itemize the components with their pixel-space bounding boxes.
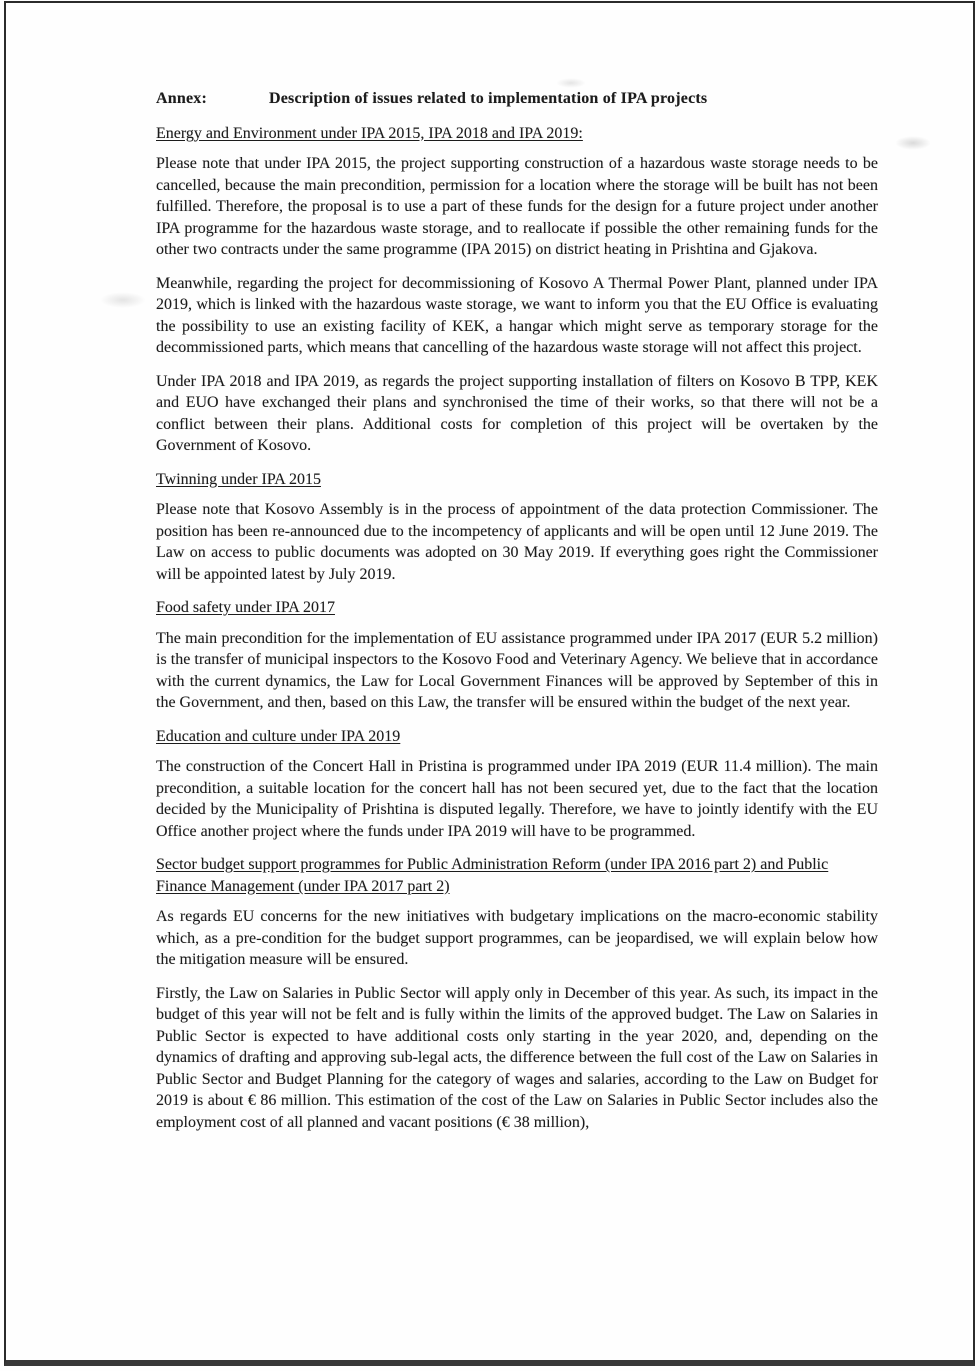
scan-smudge: [556, 78, 586, 88]
section-heading-education-culture: Education and culture under IPA 2019: [156, 727, 401, 745]
paragraph-kosovo-b-filters: Under IPA 2018 and IPA 2019, as regards the project supporting installation of filters on Kosovo B TPP, KEK and EUO have exchanged their plans and synchronised the time of their works, so that there will not be a conflict between their plans. Additional costs for completion of this project will be overtaken by the Government of Kosovo.: [156, 372, 878, 454]
paragraph-hazardous-waste: Please note that under IPA 2015, the project supporting construction of a hazardous waste storage needs to be cancelled, because the main precondition, permission for a location where the storage will be built has not been fulfilled. Therefore, the proposal is to use a part of these funds for the design for a future project under another IPA programme for the hazardous waste storage, and to reallocate if possible the other remaining funds for the other two contracts under the same programme (IPA 2015) on district heating in Prishtina and Gjakova.: [156, 155, 878, 258]
annex-label: Annex:: [156, 90, 207, 107]
section-heading-budget-support: Sector budget support programmes for Public Administration Reform (under IPA 2016 part 2) and Public Finance Management (under IPA 2017 part 2): [156, 856, 829, 895]
scan-smudge: [100, 292, 146, 308]
paragraph-law-on-salaries: Firstly, the Law on Salaries in Public Sector will apply only in December of this year. As such, its impact in the budget of this year will not be felt and is fully within the limits of the approved budget. The Law on Salaries in Public Sector is expected to have additional costs only starting in the year 2020, and, depending on the dynamics of drafting and approving sub-legal acts, the difference between the full cost of the Law on Salaries in Public Sector and Budget Planning for the category of wages and salaries, according to the Law on Budget for 2019 is about € 86 million. This estimation of the cost of the Law on Salaries in Public Sector includes also the employment cost of all planned and vacant positions (€ 38 million),: [156, 984, 878, 1131]
paragraph-macro-economic-stability: As regards EU concerns for the new initiatives with budgetary implications on the macro-economic stability which, as a pre-condition for the budget support programmes, can be jeopardised, we will explain below how the mitigation measure will be ensured.: [156, 908, 878, 968]
paragraph-data-protection-commissioner: Please note that Kosovo Assembly is in the process of appointment of the data protection Commissioner. The position has been re-announced due to the incompetency of applicants and will be open until 12 June 2019. The Law on access to public documents was adopted on 30 May 2019. If everything goes right the Commissioner will be appointed latest by July 2019.: [156, 501, 878, 583]
paragraph-food-veterinary-agency: The main precondition for the implementation of EU assistance programmed under IPA 2017 (EUR 5.2 million) is the transfer of municipal inspectors to the Kosovo Food and Veterinary Agency. We believe that in accordance with the current dynamics, the Law for Local Government Finances will be approved by September of this in the Government, and then, based on this Law, the transfer will be ensured within the budget of the next year.: [156, 629, 878, 711]
document-title-text: Description of issues related to implementation of IPA projects: [269, 90, 708, 107]
paragraph-concert-hall: The construction of the Concert Hall in Pristina is programmed under IPA 2019 (EUR 11.4 million). The main precondition, a suitable location for the concert hall has not been secured yet, due to the fact that the location decided by the Municipality of Prishtina is disputed legally. Therefore, we have to jointly identify with the EU Office another project where the funds under IPA 2019 will have to be programmed.: [156, 758, 878, 840]
document-content: [156, 88, 878, 1145]
document-title: [156, 88, 878, 110]
scan-smudge: [895, 136, 931, 150]
section-heading-energy-environment: Energy and Environment under IPA 2015, IPA 2018 and IPA 2019:: [156, 124, 583, 142]
section-heading-twinning: Twinning under IPA 2015: [156, 470, 321, 488]
section-heading-food-safety: Food safety under IPA 2017: [156, 599, 335, 616]
paragraph-kosovo-a-decommissioning: Meanwhile, regarding the project for decommissioning of Kosovo A Thermal Power Plant, planned under IPA 2019, which is linked with the hazardous waste storage, we want to inform you that the EU Office is evaluating the possibility to use an existing facility of KEK, a hangar which might serve as temporary storage for the decommissioned parts, which means that cancelling of the hazardous waste storage will not affect this project.: [156, 274, 878, 356]
